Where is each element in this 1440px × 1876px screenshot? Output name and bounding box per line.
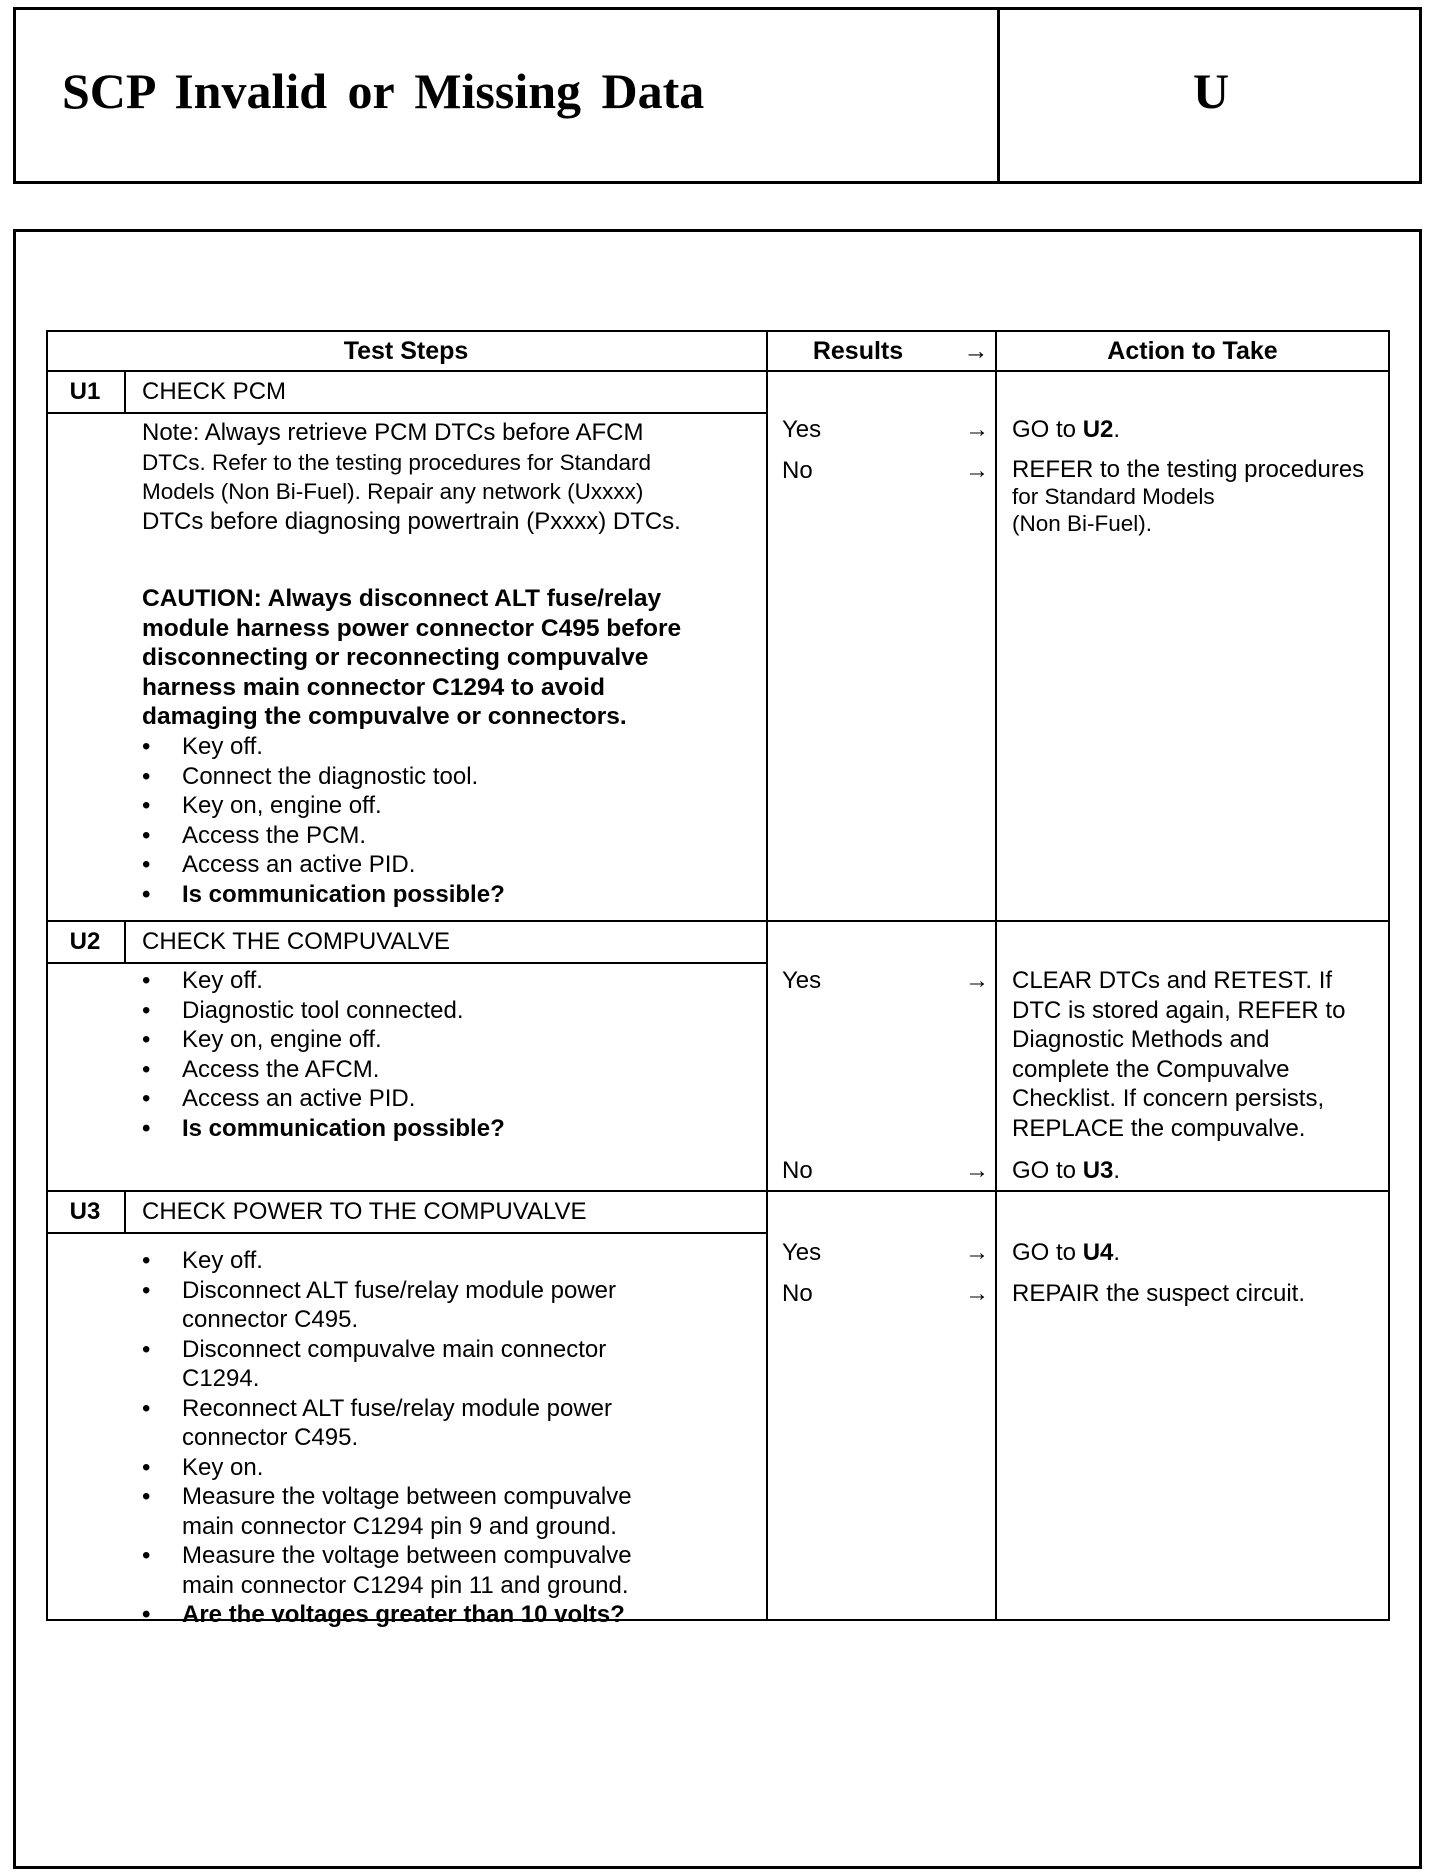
- u1-caution-line: disconnecting or reconnecting compuvalve: [142, 644, 649, 671]
- u3-bullet: [142, 1453, 632, 1483]
- u1-note-line: Models (Non Bi-Fuel). Repair any network (Uxxxx): [142, 479, 644, 504]
- u3-bullet: [142, 1541, 632, 1600]
- u3-action-yes-end: .: [1113, 1239, 1121, 1266]
- u3-result-no: No: [782, 1280, 813, 1307]
- u1-caution-line: harness main connector C1294 to avoid: [142, 673, 605, 701]
- u3-bullet: [142, 1276, 632, 1335]
- u1-question: • Is communication possible?: [142, 880, 505, 910]
- u1-action-yes-target: U2: [1082, 416, 1114, 443]
- step-id-u3: U3: [69, 1198, 101, 1225]
- step-id-u2: U2: [69, 928, 101, 955]
- step-id-u1: U1: [69, 378, 101, 405]
- u1-action-yes-text: GO to: [1012, 416, 1083, 443]
- u2-result-yes: Yes: [782, 967, 822, 994]
- u1-action-no-line: REFER to the testing procedures: [1012, 456, 1365, 483]
- table-border-left: [46, 330, 48, 1621]
- u2-bullet: • Key off.: [142, 966, 505, 996]
- u1-result-no: No: [782, 457, 813, 484]
- step-title-u1: CHECK PCM: [142, 378, 287, 405]
- u2-action-no-text: GO to: [1012, 1157, 1083, 1184]
- u3-row-divider: [46, 1190, 1390, 1192]
- u1-note: [142, 418, 681, 536]
- u2-action-yes-line: Checklist. If concern persists,: [1012, 1085, 1325, 1112]
- u3-action-yes: [1012, 1238, 1120, 1268]
- u1-note-line: Note: Always retrieve PCM DTCs before AFCM: [142, 419, 644, 446]
- u3-result-yes: Yes: [782, 1239, 822, 1266]
- header-test-steps: Test Steps: [343, 337, 469, 365]
- header-results: Results: [812, 337, 904, 365]
- u2-bullet-list: [142, 966, 505, 1143]
- u3-bullet-text: Disconnect compuvalve main connector: [182, 1335, 607, 1363]
- section-code: U: [1192, 63, 1230, 119]
- u2-title-underline: [46, 962, 766, 964]
- u1-action-no-line: for Standard Models: [1012, 484, 1215, 509]
- header-action: Action to Take: [1107, 337, 1278, 365]
- u2-bullet: • Access an active PID.: [142, 1084, 505, 1114]
- u3-action-yes-text: GO to: [1012, 1239, 1083, 1266]
- u1-bullet-list: [142, 732, 505, 909]
- u3-id-divider: [124, 1190, 126, 1232]
- u1-note-line: DTCs before diagnosing powertrain (Pxxxx) DTCs.: [142, 507, 681, 535]
- u1-caution-line: damaging the compuvalve or connectors.: [142, 703, 627, 730]
- u3-arrow-no: →: [965, 1280, 989, 1307]
- u2-action-no-target: U3: [1082, 1157, 1114, 1184]
- u1-arrow-no: →: [965, 457, 989, 484]
- u3-bullet-text: Reconnect ALT fuse/relay module power: [182, 1394, 613, 1422]
- u1-bullet: • Connect the diagnostic tool.: [142, 762, 505, 792]
- u2-action-yes-line: REPLACE the compuvalve.: [1012, 1114, 1306, 1142]
- u2-arrow-no: →: [965, 1157, 989, 1184]
- table-border-top: [46, 330, 1390, 332]
- u3-bullet-cont: C1294.: [182, 1365, 260, 1392]
- u1-bullet: • Key on, engine off.: [142, 791, 505, 821]
- u2-action-no: [1012, 1156, 1120, 1186]
- u3-action-no: REPAIR the suspect circuit.: [1012, 1280, 1305, 1307]
- header-row-divider: [46, 370, 1390, 372]
- u3-bullet-text: Measure the voltage between compuvalve: [182, 1542, 632, 1569]
- u3-bullet: [142, 1482, 632, 1541]
- u1-caution-line: module harness power connector C495 before: [142, 614, 682, 642]
- u1-caution: [142, 584, 681, 732]
- u1-action-no: [1012, 456, 1364, 537]
- column-divider-action: [995, 330, 997, 1621]
- u1-bullet: • Key off.: [142, 732, 505, 762]
- u1-note-line: DTCs. Refer to the testing procedures for Standard: [142, 449, 651, 475]
- page-title: SCP Invalid or Missing Data: [62, 63, 705, 119]
- u1-action-no-line: (Non Bi-Fuel).: [1012, 511, 1153, 536]
- u2-bullet: • Diagnostic tool connected.: [142, 996, 505, 1026]
- u3-bullet: [142, 1335, 632, 1394]
- u1-caution-line: CAUTION: Always disconnect ALT fuse/relay: [142, 585, 662, 612]
- u2-bullet: • Access the AFCM.: [142, 1055, 505, 1085]
- u1-result-yes: Yes: [782, 416, 822, 443]
- u2-row-divider: [46, 920, 1390, 922]
- u3-bullet-text: Disconnect ALT fuse/relay module power: [182, 1276, 617, 1304]
- u3-bullet-list: [142, 1246, 632, 1630]
- u3-bullet: [142, 1394, 632, 1453]
- u1-bullet: • Access an active PID.: [142, 850, 505, 880]
- u3-title-underline: [46, 1232, 766, 1234]
- u2-action-yes: [1012, 966, 1345, 1143]
- u1-bullet: • Access the PCM.: [142, 821, 505, 851]
- u1-title-underline: [46, 412, 766, 414]
- u3-bullet-cont: main connector C1294 pin 9 and ground.: [182, 1512, 617, 1540]
- u3-question: • Are the voltages greater than 10 volts?: [142, 1600, 632, 1630]
- test-steps-table: [46, 330, 1390, 1628]
- u3-bullet-cont: connector C495.: [182, 1306, 359, 1333]
- u3-bullet-text: Key on.: [182, 1453, 264, 1481]
- u3-action-yes-target: U4: [1082, 1239, 1114, 1266]
- u2-action-no-end: .: [1113, 1157, 1121, 1184]
- u3-bullet-cont: main connector C1294 pin 11 and ground.: [182, 1571, 629, 1599]
- u2-question: • Is communication possible?: [142, 1114, 505, 1144]
- header-arrow: →: [963, 337, 989, 365]
- u3-bullet-text: Key off.: [182, 1247, 263, 1274]
- u3-bullet: [142, 1246, 632, 1276]
- u2-bullet: • Key on, engine off.: [142, 1025, 505, 1055]
- step-title-u2: CHECK THE COMPUVALVE: [142, 928, 451, 955]
- u1-id-divider: [124, 370, 126, 412]
- u2-arrow-yes: →: [965, 967, 989, 994]
- u3-arrow-yes: →: [965, 1239, 989, 1266]
- u2-result-no: No: [782, 1157, 813, 1184]
- u2-action-yes-line: Diagnostic Methods and: [1012, 1026, 1270, 1053]
- u3-bullet-cont: connector C495.: [182, 1424, 359, 1451]
- u2-action-yes-line: CLEAR DTCs and RETEST. If: [1012, 967, 1333, 994]
- step-title-u3: CHECK POWER TO THE COMPUVALVE: [142, 1198, 587, 1225]
- u2-action-yes-line: complete the Compuvalve: [1012, 1055, 1290, 1083]
- u1-action-yes: [1012, 415, 1120, 445]
- u1-action-yes-end: .: [1113, 416, 1121, 443]
- column-divider-results: [766, 330, 768, 1621]
- u2-action-yes-line: DTC is stored again, REFER to: [1012, 996, 1346, 1024]
- u3-bullet-text: Measure the voltage between compuvalve: [182, 1483, 632, 1510]
- table-border-right: [1388, 330, 1390, 1621]
- u1-arrow-yes: →: [965, 416, 989, 443]
- u2-id-divider: [124, 920, 126, 962]
